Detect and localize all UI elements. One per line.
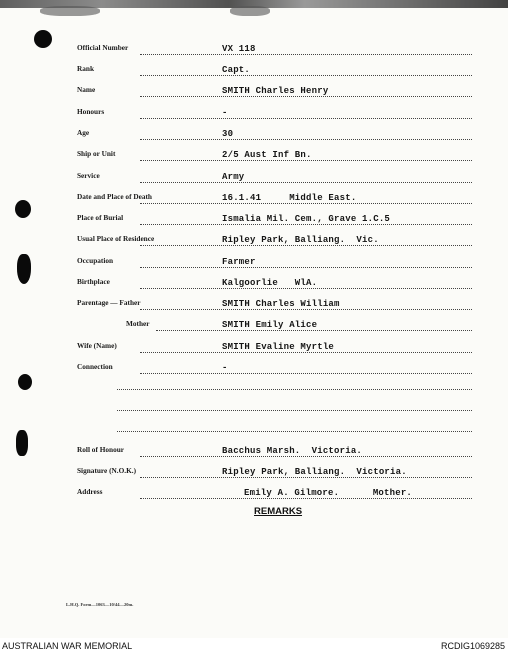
field-value: Kalgoorlie WlA. [222,278,318,288]
scan-speck [40,6,100,16]
form-row [0,445,508,459]
punch-hole [18,374,32,390]
field-label: Mother [126,319,150,328]
footer-source: AUSTRALIAN WAR MEMORIAL [2,641,133,651]
field-label: Honours [77,107,105,116]
field-label: Name [77,85,96,94]
form-row [0,171,508,185]
form-row [0,466,508,480]
footer-id: RCDIG1069285 [440,641,505,651]
dotted-rule [140,498,472,499]
form-row [0,128,508,142]
field-label: Date and Place of Death [77,192,152,201]
field-label: Birthplace [77,277,110,286]
field-value: - [222,108,228,118]
dotted-rule [140,288,472,289]
field-label: Ship or Unit [77,149,116,158]
dotted-rule [140,224,472,225]
dotted-rule [140,456,472,457]
dotted-rule [140,160,472,161]
field-value: 2/5 Aust Inf Bn. [222,150,312,160]
field-value: Ripley Park, Balliang. Vic. [222,235,379,245]
field-label: Wife (Name) [77,341,117,350]
blank-line [117,431,472,432]
form-row [0,85,508,99]
form-row [0,234,508,248]
dotted-rule [140,267,472,268]
form-row [0,487,508,501]
form-row [0,341,508,355]
form-row [0,64,508,78]
form-row [0,277,508,291]
dotted-rule [140,75,472,76]
field-label: Connection [77,362,113,371]
form-row [0,213,508,227]
field-label: Address [77,487,103,496]
dotted-rule [140,477,472,478]
dotted-rule [140,245,472,246]
field-label: Signature (N.O.K.) [77,466,137,475]
form-row [0,319,508,333]
field-value: Emily A. Gilmore. Mother. [244,488,413,498]
dotted-rule [140,118,472,119]
remarks-heading: REMARKS [254,506,303,517]
field-value: SMITH Emily Alice [222,320,318,330]
field-value: 16.1.41 Middle East. [222,193,357,203]
field-label: Official Number [77,43,129,52]
field-label: Age [77,128,90,137]
form-row [0,362,508,376]
field-label: Occupation [77,256,114,265]
form-row [0,256,508,270]
dotted-rule [140,54,472,55]
form-row [0,149,508,163]
field-value: Ismalia Mil. Cem., Grave 1.C.5 [222,214,391,224]
dotted-rule [140,203,472,204]
field-value: 30 [222,129,234,139]
footer [0,638,508,654]
field-label: Usual Place of Residence [77,234,155,243]
form-row [0,298,508,312]
field-label: Parentage — Father [77,298,141,307]
dotted-rule [156,330,472,331]
field-value: SMITH Evaline Myrtle [222,342,335,352]
dotted-rule [140,96,472,97]
blank-line [117,410,472,411]
field-value: Army [222,172,245,182]
field-label: Roll of Honour [77,445,125,454]
field-value: SMITH Charles William [222,299,340,309]
dotted-rule [140,139,472,140]
field-value: Farmer [222,257,256,267]
field-value: VX 118 [222,44,256,54]
scan-speck [230,6,270,16]
blank-line [117,389,472,390]
field-value: Ripley Park, Balliang. Victoria. [222,467,407,477]
form-row [0,43,508,57]
dotted-rule [140,182,472,183]
form-row [0,107,508,121]
field-value: SMITH Charles Henry [222,86,329,96]
field-value: Capt. [222,65,251,75]
field-label: Place of Burial [77,213,124,222]
dotted-rule [140,373,472,374]
field-value: Bacchus Marsh. Victoria. [222,446,363,456]
dotted-rule [140,352,472,353]
field-label: Rank [77,64,95,73]
form-row [0,192,508,206]
dotted-rule [140,309,472,310]
field-value: - [222,363,228,373]
form-number: L.H.Q. Form—1063—10/44—20m. [66,602,134,607]
field-label: Service [77,171,100,180]
